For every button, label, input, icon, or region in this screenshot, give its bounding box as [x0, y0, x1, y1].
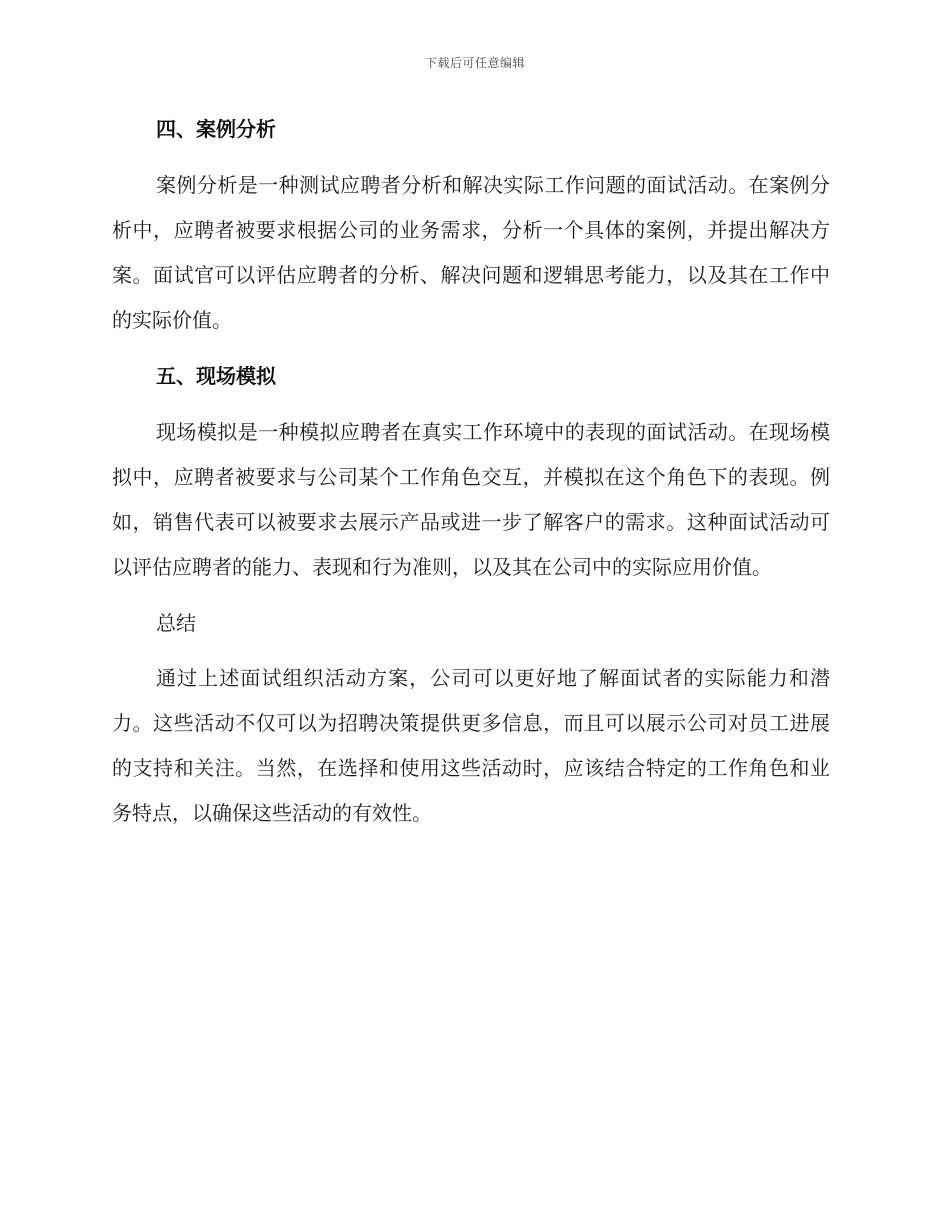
section-heading-onsite-simulation: 五、现场模拟 — [156, 364, 276, 388]
page-header: 下载后可任意编辑 — [424, 56, 525, 70]
summary-paragraph: 通过上述面试组织活动方案，公司可以更好地了解面试者的实际能力和潜力。这些活动不仅可以为招聘决策提供更多信息，而且可以展示公司对员工进展的支持和关注。当然，在选择和使用这些活动时，应该结合特定的工作角色和业务特点，以确保这些活动的有效性。 — [112, 666, 830, 825]
document-body — [112, 112, 830, 836]
summary-label: 总结 — [156, 611, 196, 635]
section-paragraph-case-analysis: 案例分析是一种测试应聘者分析和解决实际工作问题的面试活动。在案例分析中，应聘者被要求根据公司的业务需求，分析一个具体的案例，并提出解决方案。面试官可以评估应聘者的分析、解决问题和逻辑思考能力，以及其在工作中的实际价值。 — [112, 173, 830, 332]
section-heading-case-analysis: 四、案例分析 — [156, 117, 276, 141]
section-paragraph-onsite-simulation: 现场模拟是一种模拟应聘者在真实工作环境中的表现的面试活动。在现场模拟中，应聘者被要求与公司某个工作角色交互，并模拟在这个角色下的表现。例如，销售代表可以被要求去展示产品或进一步了解客户的需求。这种面试活动可以评估应聘者的能力、表现和行为准则，以及其在公司中的实际应用价值。 — [112, 420, 830, 579]
